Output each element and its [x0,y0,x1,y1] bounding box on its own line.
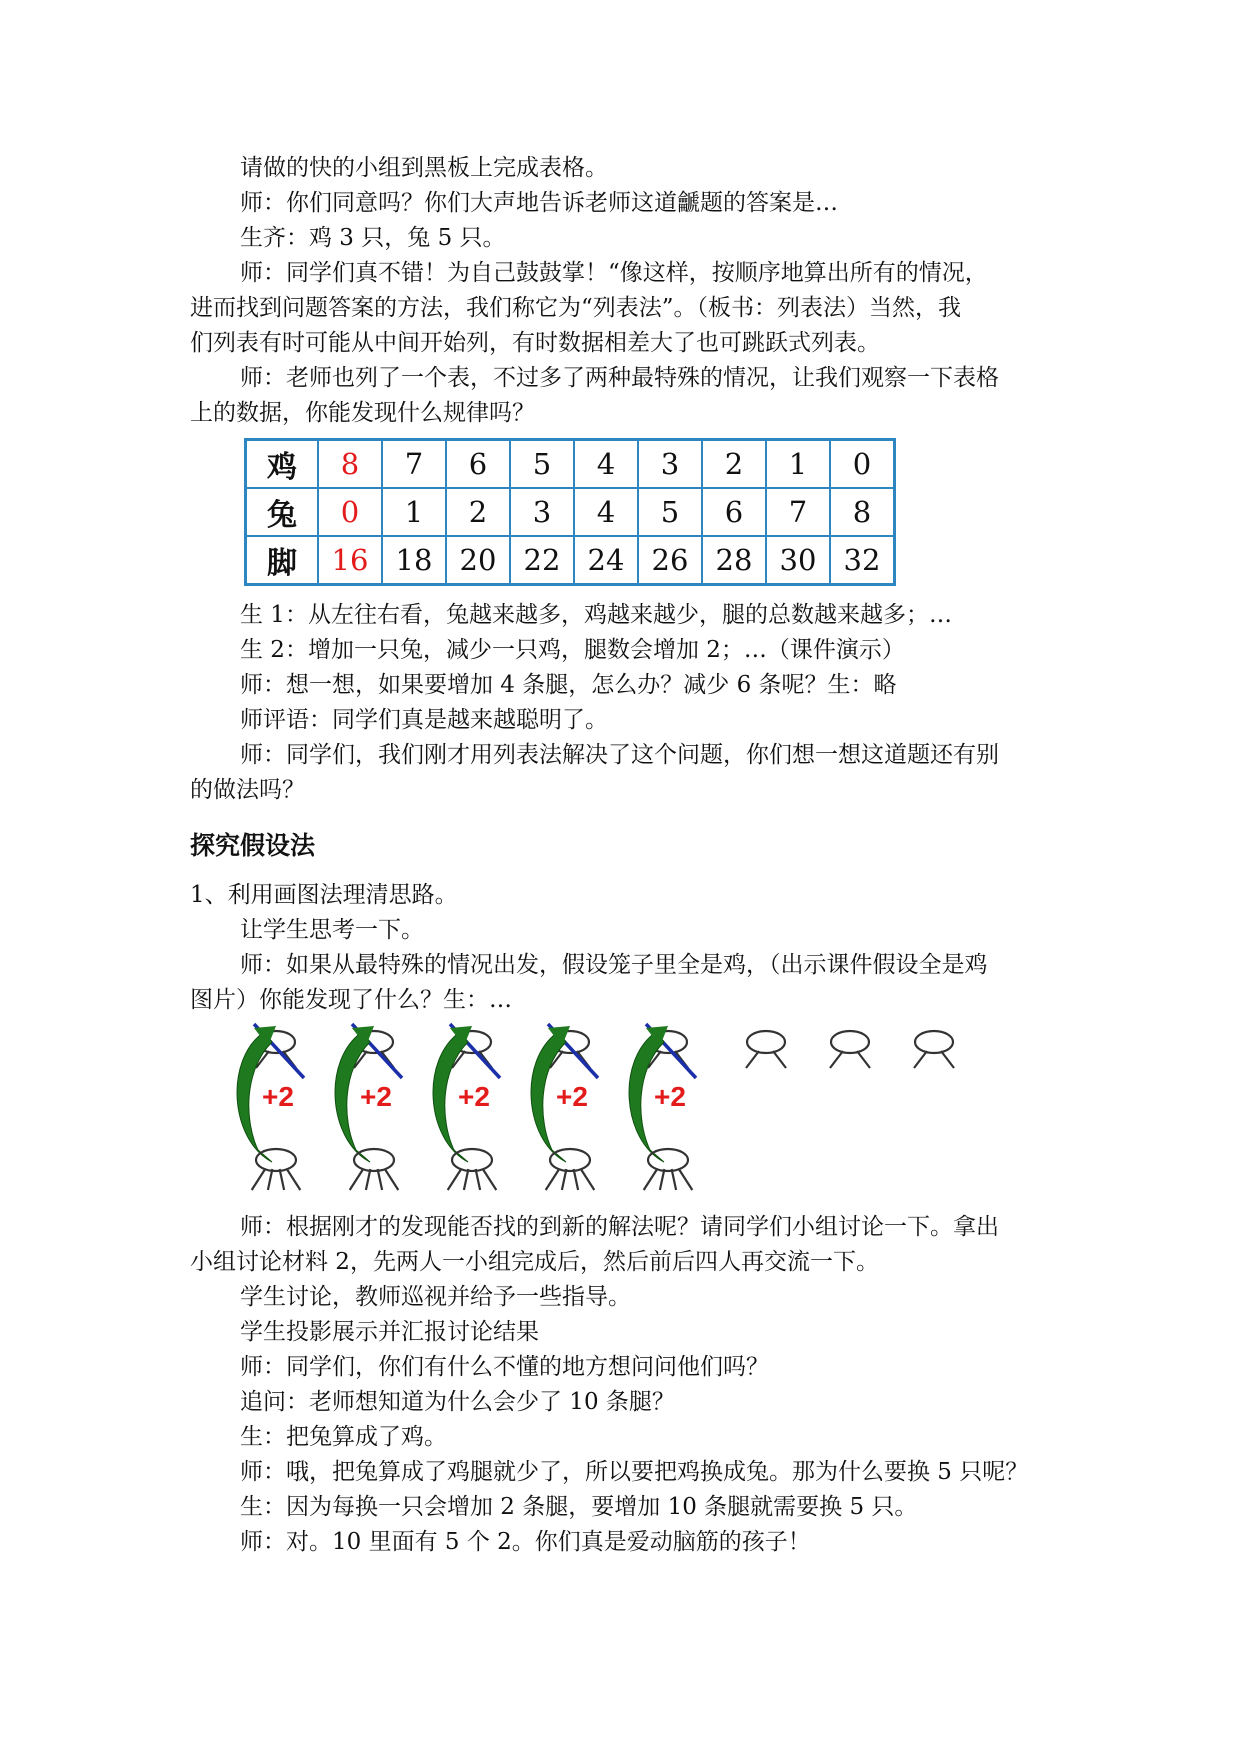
table-cell: 28 [702,536,766,585]
chicken-plain-1-leg [773,1051,786,1068]
text-line: 师：同学们，我们刚才用列表法解决了这个问题，你们想一想这道题还有别 [240,742,999,768]
chicken-plain-2-leg [830,1051,843,1068]
text-line: 师：如果从最特殊的情况出发，假设笼子里全是鸡，（出示课件假设全是鸡 [240,952,988,978]
rabbit-5-leg [679,1169,693,1190]
text-line: 让学生思考一下。 [240,917,424,943]
table-row-chicken [246,440,895,489]
table-cell: 8 [318,440,382,489]
chicken-plain-3-leg [941,1051,954,1068]
text-line: 小组讨论材料 2，先两人一小组完成后，然后前后四人再交流一下。 [190,1249,879,1275]
rabbit-5-leg [672,1169,677,1190]
text-line: 学生讨论，教师巡视并给予一些指导。 [240,1284,631,1310]
text-line: 图片）你能发现了什么？生：… [190,987,512,1013]
rabbit-2-leg [378,1169,383,1190]
table-cell: 2 [446,488,510,536]
chicken-to-rabbit-figure [236,1020,976,1200]
table-cell: 1 [766,440,830,489]
table-cell: 3 [510,488,574,536]
text-line: 学生投影展示并汇报讨论结果 [240,1319,539,1345]
rabbit-2-leg [385,1169,399,1190]
table-cell: 30 [766,536,830,585]
text-line: 们列表有时可能从中间开始列，有时数据相差大了也可跳跃式列表。 [190,330,880,356]
rabbit-4-leg [546,1169,560,1190]
rabbit-1-body [256,1149,296,1171]
table-cell: 18 [382,536,446,585]
rabbit-1-leg [287,1169,301,1190]
row-label: 兔 [246,488,319,536]
rabbit-2-leg [350,1169,364,1190]
text-line: 师：哦，把兔算成了鸡腿就少了，所以要把鸡换成兔。那为什么要换 5 只呢？ [240,1459,1029,1485]
plus-two-label: +2 [556,1081,588,1112]
chicken-plain-2-body [831,1031,869,1053]
text-line: 生 2：增加一只兔，减少一只鸡，腿数会增加 2；…（课件演示） [240,637,905,663]
text-line: 生：因为每换一只会增加 2 条腿，要增加 10 条腿就需要换 5 只。 [240,1494,918,1520]
table-cell: 6 [702,488,766,536]
rabbit-3-leg [448,1169,462,1190]
rabbit-4-leg [581,1169,595,1190]
plus-two-label: +2 [654,1081,686,1112]
text-line: 上的数据，你能发现什么规律吗？ [190,400,535,426]
rabbit-5-leg [660,1169,665,1190]
rabbit-1-leg [280,1169,285,1190]
plus-two-label: +2 [262,1081,294,1112]
table-cell: 24 [574,536,638,585]
chicken-plain-1-leg [746,1051,759,1068]
table-row-rabbit [246,488,895,536]
row-label: 脚 [246,536,319,585]
text-line: 生齐：鸡 3 只，兔 5 只。 [240,225,506,251]
table-cell: 20 [446,536,510,585]
chicken-plain-3-leg [914,1051,927,1068]
chicken-plain-2-leg [857,1051,870,1068]
rabbit-5-leg [644,1169,658,1190]
chicken-plain-1-body [747,1031,785,1053]
table-cell: 3 [638,440,702,489]
text-line: 师：想一想，如果要增加 4 条腿，怎么办？减少 6 条呢？生：略 [240,672,897,698]
table-cell: 6 [446,440,510,489]
table-cell: 7 [766,488,830,536]
text-line: 生 1：从左往右看，兔越来越多，鸡越来越少，腿的总数越来越多；… [240,602,952,628]
chicken-plain-3-body [915,1031,953,1053]
text-line: 追问：老师想知道为什么会少了 10 条腿？ [240,1389,675,1415]
rabbit-4-body [550,1149,590,1171]
table-cell: 1 [382,488,446,536]
table-cell: 22 [510,536,574,585]
plus-two-label: +2 [458,1081,490,1112]
rabbit-4-leg [574,1169,579,1190]
text-line: 请做的快的小组到黑板上完成表格。 [240,155,608,181]
rabbit-3-leg [476,1169,481,1190]
text-line: 师：同学们真不错！为自己鼓鼓掌！“像这样，按顺序地算出所有的情况， [240,260,988,286]
chicken-rabbit-table [244,438,896,586]
table-cell: 26 [638,536,702,585]
table-cell: 0 [318,488,382,536]
text-line: 师：你们同意吗？你们大声地告诉老师这道䶵题的答案是… [240,190,838,216]
table-cell: 4 [574,488,638,536]
table-cell: 8 [830,488,895,536]
rabbit-1-leg [252,1169,266,1190]
text-line: 师：老师也列了一个表，不过多了两种最特殊的情况，让我们观察一下表格 [240,365,999,391]
text-line: 师：对。10 里面有 5 个 2。你们真是爱动脑筋的孩子！ [240,1529,811,1555]
rabbit-1-leg [268,1169,273,1190]
text-line: 1、利用画图法理清思路。 [190,882,458,908]
table-cell: 5 [510,440,574,489]
section-heading: 探究假设法 [190,831,316,860]
row-label: 鸡 [246,440,319,489]
text-line: 师评语：同学们真是越来越聪明了。 [240,707,608,733]
rabbit-3-leg [483,1169,497,1190]
rabbit-3-leg [464,1169,469,1190]
table-cell: 32 [830,536,895,585]
text-line: 生：把兔算成了鸡。 [240,1424,447,1450]
text-line: 师：同学们，你们有什么不懂的地方想问问他们吗？ [240,1354,769,1380]
text-line: 进而找到问题答案的方法，我们称它为“列表法”。（板书：列表法）当然，我 [190,295,962,321]
rabbit-2-leg [366,1169,371,1190]
plus-two-label: +2 [360,1081,392,1112]
table-cell: 7 [382,440,446,489]
table-cell: 5 [638,488,702,536]
rabbit-4-leg [562,1169,567,1190]
table-cell: 0 [830,440,895,489]
table-cell: 16 [318,536,382,585]
rabbit-2-body [354,1149,394,1171]
text-line: 师：根据刚才的发现能否找的到新的解法呢？请同学们小组讨论一下。拿出 [240,1214,999,1240]
table-cell: 4 [574,440,638,489]
table-cell: 2 [702,440,766,489]
table-row-legs [246,536,895,585]
text-line: 的做法吗？ [190,777,305,803]
rabbit-3-body [452,1149,492,1171]
rabbit-5-body [648,1149,688,1171]
